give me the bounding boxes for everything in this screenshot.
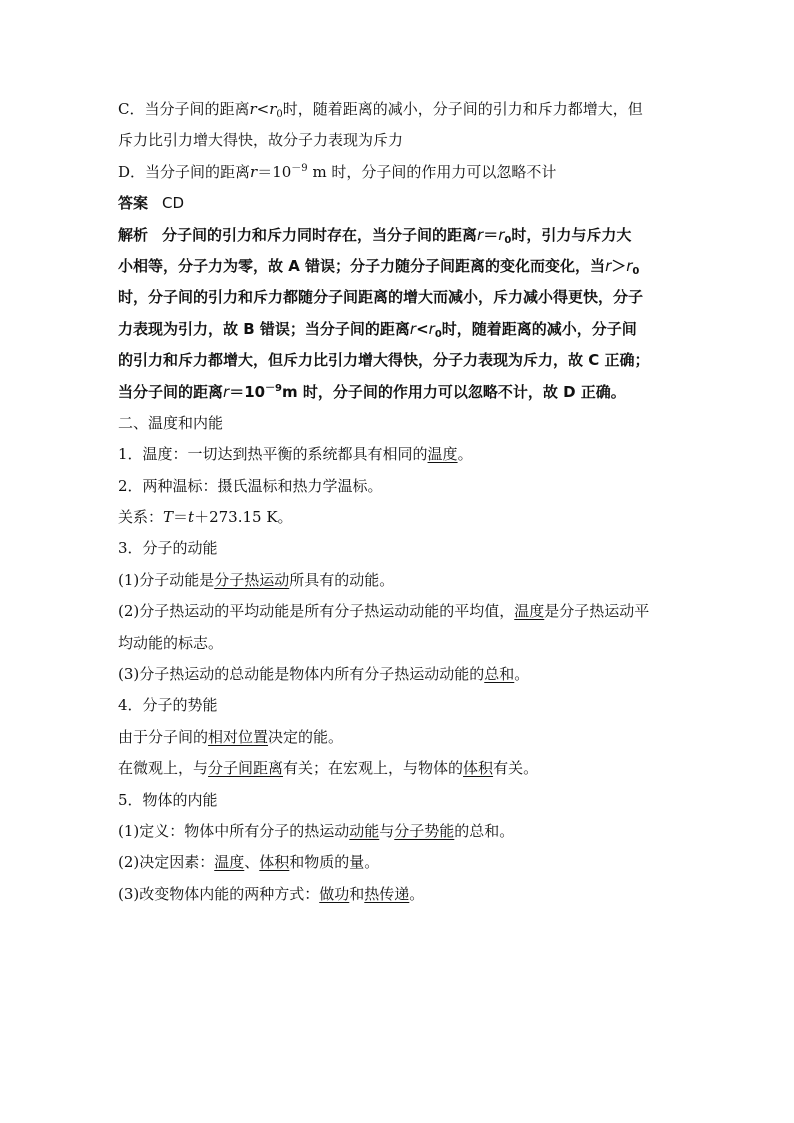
var-r: r: [249, 100, 257, 118]
underlined-term: 相对位置: [208, 727, 269, 746]
underlined-term: 温度: [427, 445, 458, 464]
subscript-0: 0: [504, 234, 512, 246]
var-r: r: [223, 382, 230, 401]
answer-line: [118, 192, 686, 214]
text: (3)改变物体内能的两种方式：: [118, 884, 320, 903]
analysis-line-1: [118, 224, 686, 246]
item-5-3: [118, 883, 686, 905]
var-r0: r: [498, 225, 505, 244]
text: 小相等，分子力为零，故 A 错误；分子力随分子间距离的变化而变化，当: [118, 256, 606, 275]
less-than: <: [256, 100, 270, 118]
var-r0: r: [626, 256, 633, 275]
analysis-line-6: [118, 381, 686, 403]
text: (2)分子热运动的平均动能是所有分子热运动动能的平均值，: [118, 602, 515, 621]
exponent: －9: [291, 162, 308, 174]
item-4-2: [118, 757, 686, 779]
text: 时，引力与斥力大: [511, 225, 632, 244]
item-3-2-cont: 均动能的标志。: [118, 633, 224, 652]
underlined-term: 分子热运动: [214, 570, 290, 589]
var-t: t: [188, 508, 195, 527]
text: (1)分子动能是: [118, 570, 215, 589]
text: 和: [349, 884, 365, 903]
underlined-term: 温度: [214, 853, 245, 872]
underlined-term: 总和: [484, 665, 515, 684]
item-2-scales: 2．两种温标：摄氏温标和热力学温标。: [118, 476, 383, 495]
var-r: r: [409, 319, 417, 338]
answer-label: 答案: [118, 194, 149, 213]
text: m 时，分子间的作用力可以忽略不计: [307, 162, 557, 181]
text: 。: [457, 445, 473, 464]
text: 时，随着距离的减小，分子间: [441, 319, 637, 338]
text: 的总和。: [454, 821, 515, 840]
item-4-heading: 4．分子的势能: [118, 696, 218, 715]
text: 。: [409, 884, 425, 903]
analysis-label: 解析: [118, 225, 149, 244]
var-r: r: [250, 162, 258, 181]
analysis-line-5: 的引力和斥力都增大，但斥力比引力增大得快，分子力表现为斥力，故 C 正确；: [118, 351, 650, 370]
text: 是分子热运动平: [544, 602, 650, 621]
text: C．当分子间的距离: [118, 100, 250, 118]
var-r0: r: [428, 319, 435, 338]
text: 由于分子间的: [118, 727, 209, 746]
relation-line: [118, 506, 686, 528]
exponent: －9: [265, 382, 283, 394]
text: 有关。: [493, 759, 539, 778]
var-r0: r: [269, 100, 277, 118]
text: D．当分子间的距离: [118, 162, 251, 181]
answer-value: CD: [162, 194, 185, 213]
option-c-line-2: 斥力比引力增大得快，故分子力表现为斥力: [118, 131, 404, 150]
text: m 时，分子间的作用力可以忽略不计，故 D 正确。: [282, 382, 626, 401]
subscript-0: 0: [276, 109, 283, 120]
underlined-term: 分子势能: [394, 821, 455, 840]
text: (3)分子热运动的总动能是物体内所有分子热运动动能的: [118, 665, 485, 684]
text: 决定的能。: [268, 727, 344, 746]
text: 力表现为引力，故 B 错误；当分子间的距离: [118, 319, 410, 338]
var-T: T: [163, 508, 174, 527]
underlined-term: 热传递: [364, 884, 410, 903]
item-5-2: [118, 851, 686, 873]
item-3-3: [118, 663, 686, 685]
text: ＝10: [257, 162, 292, 181]
item-1-temperature: [118, 443, 686, 465]
document-page: [118, 98, 686, 914]
underlined-term: 温度: [514, 602, 545, 621]
section-heading: 二、温度和内能: [118, 413, 224, 432]
var-r: r: [605, 256, 612, 275]
item-3-1: [118, 569, 686, 591]
text: 当分子间的距离: [118, 382, 224, 401]
item-3-2: [118, 600, 686, 622]
text: <: [416, 319, 429, 338]
underlined-term: 体积: [259, 853, 290, 872]
underlined-term: 做功: [319, 884, 350, 903]
underlined-term: 分子间距离: [208, 759, 284, 778]
text: 。: [514, 665, 530, 684]
text: 时，随着距离的减小，分子间的引力和斥力都增大，但: [282, 100, 643, 118]
text: 分子间的引力和斥力同时存在，当分子间的距离: [162, 225, 478, 244]
item-5-heading: 5．物体的内能: [118, 790, 218, 809]
text: (1)定义：物体中所有分子的热运动: [118, 821, 350, 840]
text: 在微观上，与: [118, 759, 209, 778]
text: ＝: [173, 508, 189, 527]
analysis-line-2: [118, 255, 686, 277]
underlined-term: 体积: [463, 759, 494, 778]
item-3-heading: 3．分子的动能: [118, 539, 218, 558]
text: 和物质的量。: [289, 853, 380, 872]
subscript-0: 0: [632, 265, 640, 277]
text: 关系：: [118, 508, 164, 527]
analysis-line-3: 时，分子间的引力和斥力都随分子间距离的增大而减小，斥力减小得更快，分子: [118, 288, 644, 307]
text: ＞: [611, 256, 627, 275]
item-5-1: [118, 820, 686, 842]
text: 有关；在宏观上，与物体的: [283, 759, 464, 778]
analysis-line-4: [118, 318, 686, 340]
text: ＝10: [229, 382, 266, 401]
option-c-line-1: [118, 98, 686, 120]
var-r: r: [477, 225, 484, 244]
item-4-1: [118, 726, 686, 748]
text: 与: [379, 821, 395, 840]
option-d-line: [118, 161, 686, 183]
text: 所具有的动能。: [289, 570, 395, 589]
subscript-0: 0: [434, 328, 442, 340]
text: 、: [244, 853, 260, 872]
text: ＋273.15 K。: [194, 508, 293, 527]
text: 1．温度：一切达到热平衡的系统都具有相同的: [118, 445, 428, 464]
text: ＝: [483, 225, 499, 244]
underlined-term: 动能: [349, 821, 380, 840]
text: (2)决定因素：: [118, 853, 215, 872]
